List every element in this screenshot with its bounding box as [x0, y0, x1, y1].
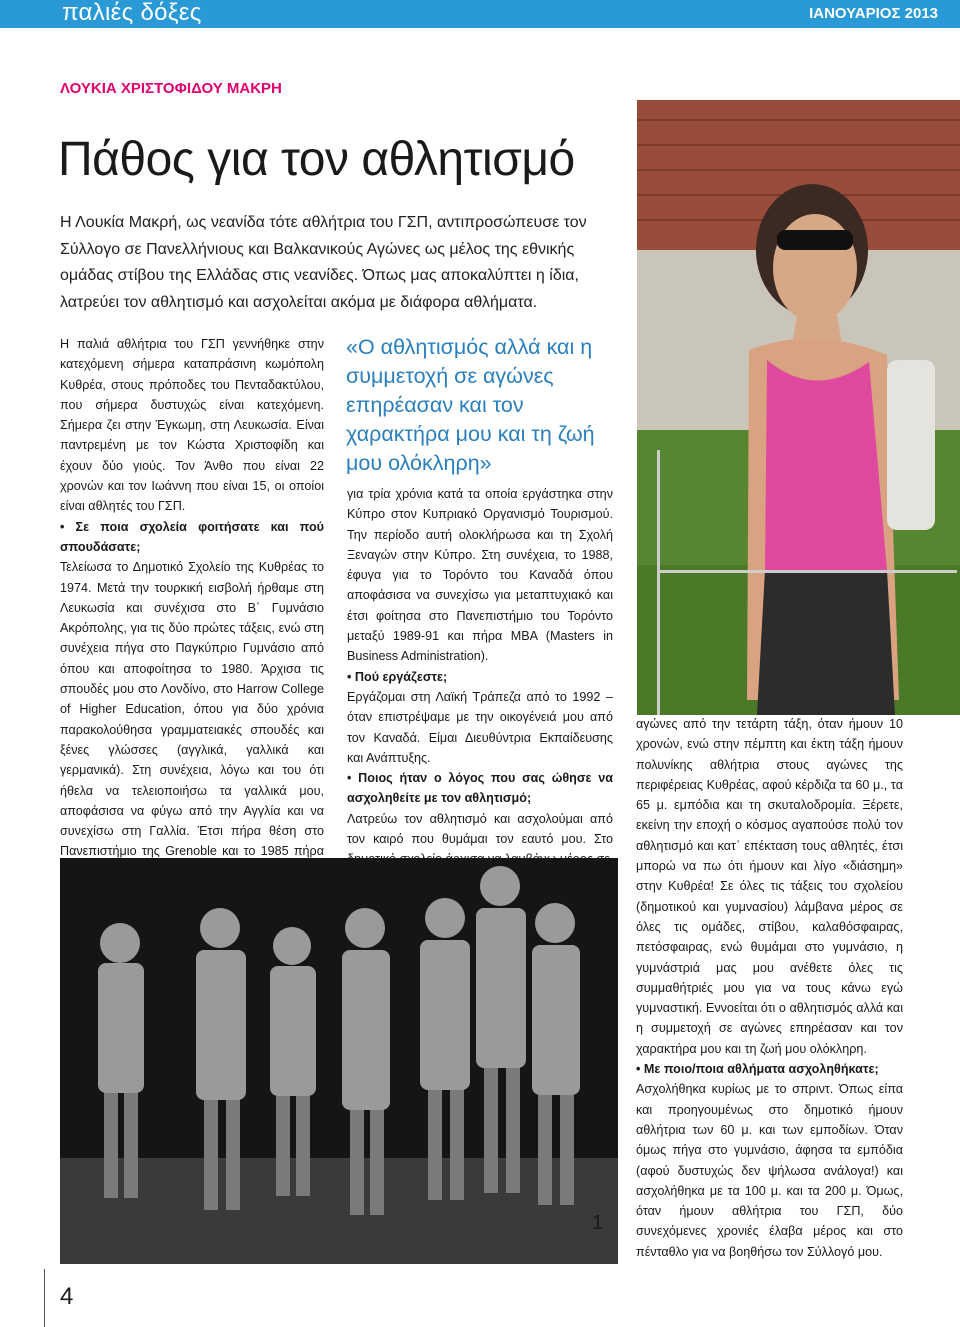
article-author: ΛΟΥΚΙΑ ΧΡΙΣΤΟΦΙΔΟΥ ΜΑΚΡΗ — [60, 80, 282, 97]
question-1: • Σε ποια σχολεία φοιτήσατε και πού σπουδάσατε; — [60, 519, 324, 554]
article-lead: Η Λουκία Μακρή, ως νεανίδα τότε αθλήτρια του ΓΣΠ, αντιπροσώπευσε τον Σύλλογο σε Πανελλήνιους και Βαλκανικούς Αγώνες ως μέλος της εθνικής ομάδας στίβου της Ελλάδας στις νεανίδες. Όπως μας αποκαλύπτει η ίδια, λατρεύει τον αθλητισμό και ασχολείται ακόμα με διάφορα αθλήματα. — [60, 214, 587, 311]
answer-3: Λατρεύω τον αθλητισμό και ασχολούμαι από τον καιρό που θυμάμαι τον εαυτό μου. Στο — [347, 811, 613, 847]
portrait-photo — [637, 100, 960, 715]
footer-divider — [44, 1269, 45, 1327]
question-3: • Ποιος ήταν ο λόγος που σας ώθησε να ασχοληθείτε με τον αθλητισμό; — [347, 771, 613, 806]
answer-4: Ασχολήθηκα κυρίως με το σπριντ. Όπως είπα και προηγουμένως στο δημοτικό ήμουν αθλήτρια των 60 μ. και των εμποδίων. Όταν όμως πήγα στο γυμνάσιο, άφησα τα εμπόδια (αφού δυστυχώς δεν ψήλωσα ανάλογα!) και ασχολήθηκα με τα 100 μ. και τα 200 μ. Όμως, όταν ήμουν αθλήτρια του ΓΣΠ, δύο συνεχόμενες χρονιές έλαβα μέρος και στο πένταθλο για να βοηθήσω τον Σύλλογό μου. — [636, 1082, 903, 1259]
section-title: παλιές δόξες — [62, 0, 202, 26]
column-2 — [347, 484, 613, 870]
question-4: • Με ποιο/ποια αθλήματα ασχοληθήκατε; — [636, 1062, 879, 1077]
photo-number: 1 — [592, 1212, 604, 1234]
issue-date: ΙΑΝΟΥΑΡΙΟΣ 2013 — [809, 5, 938, 22]
answer-1-continued: για τρία χρόνια κατά τα οποία εργάστηκα στην Κύπρο στον Κυπριακό Οργανισμό Τουρισμού. Την περίοδο αυτή ολοκλήρωσα και τη Σχολή Ξεναγών στην Κύπρο. Στη συνέχεια, το 1988, έφυγα για το Τορόντο του Καναδά όπου αποφάσισα να συνεχίσω για μεταπτυχιακό και έτσι φοίτησα στο Πανεπιστήμιο του Τορόντο μεταξύ 1989-91 και πήρα ΜΒΑ (Masters in Business Administration). — [347, 487, 613, 664]
question-2: • Πού εργάζεστε; — [347, 669, 448, 684]
article-title: Πάθος για τον αθλητισμό — [58, 133, 575, 186]
column-3 — [636, 714, 903, 1262]
intro-paragraph: Η παλιά αθλήτρια του ΓΣΠ γεννήθηκε στην κατεχόμενη σήμερα καταπράσινη κωμόπολη Κυθρέα, στους πρόποδες του Πενταδακτύλου, που σήμερα δυστυχώς είναι κατεχόμενη. Σήμερα ζει στην Έγκωμη, στη Λευκωσία. Είναι παντρεμένη με τον Κώστα Χριστοφίδη και έχουν δύο γιούς. Τον Άνθο που είναι 22 χρονών και τον Ιωάννη που είναι 15, οι οποίοι είναι αθλητές του ΓΣΠ. — [60, 337, 324, 514]
answer-1: Τελείωσα το Δημοτικό Σχολείο της Κυθρέας το 1974. Μετά την τουρκική εισβολή ήρθαμε στη Λευκωσία και συνέχισα στο Β΄ Γυμνάσιο Ακρόπολης, για τις δύο πρώτες τάξεις, ενώ στη συνέχεια πήγα στο Παγκύπριο Γυμνάσιο από όπου και αποφοίτησα το 1980. Άρχισα τις σπουδές μου στο Λονδίνο, στο Harrow College of Higher Education, όπου για δύο χρόνια παρακολούθησα γραμματειακές σπουδές και ξένες γλώσσες (αγγλικά, γαλλικά και γερμανικά). Στη συνέχεια, λόγω και του ότι ήθελα να τελειοποιήσω τα γαλλικά μου, αποφάσισα να φύγω από την Αγγλία και να συνεχίσω στη Γαλλία. Έτσι πήρα θέση στο Πανεπιστήμιο της Grenoble και το 1985 πήρα — [60, 560, 324, 859]
pull-quote: «Ο αθλητισμός αλλά και η συμμετοχή σε αγώνες επηρέασαν και τον χαρακτήρα μου και τη ζωή μου ολόκληρη» — [346, 335, 595, 475]
header-bar — [0, 0, 960, 28]
page-number: 4 — [60, 1283, 74, 1310]
answer-2: Εργάζομαι στη Λαϊκή Τράπεζα από το 1992 – όταν επιστρέψαμε με την οικογένειά μου από τον Καναδά. Είμαι Διευθύντρια Εκπαίδευσης και Ανάπτυξης. — [347, 689, 613, 765]
answer-3-continued: αγώνες από την τετάρτη τάξη, όταν ήμουν 10 χρονών, ενώ στην πέμπτη και έκτη τάξη ήμουν πολυνίκης αθλήτρια στους αγώνες της περιφέρειας Κυθρέας, αφού κέρδιζα τα 60 μ., τα 65 μ. εμπόδια και τη σκυταλοδρομία. Ξέρετε, εκείνη την εποχή ο κόσμος αγαπούσε πολύ τον αθλητισμό και κατ᾽ επέκταση τους αθλητές, έτσι μπορώ να πω ότι ήμουν και λίγο «διάσημη» στην Κυθρέα! Σε όλες τις τάξεις του σχολείου (δημοτικού και γυμνασίου) λάμβανα μέρος σε όλες τις ομάδες, στίβου, καλαθόσφαιρας, πετόσφαιρας, ενώ θυμάμαι στο γυμνάσιο, η γυμνάστριά μας μου ανέθετε όλες τις συμμαθήτριές μου για να τους κάνω εγώ γυμναστική. Εννοείται ότι ο αθλητισμός αλλά και η συμμετοχή σε αγώνες επηρέασαν και τον χαρακτήρα μου και τη ζωή μου ολόκληρη. — [636, 717, 903, 1056]
column-1 — [60, 334, 324, 902]
team-photo — [60, 858, 618, 1264]
